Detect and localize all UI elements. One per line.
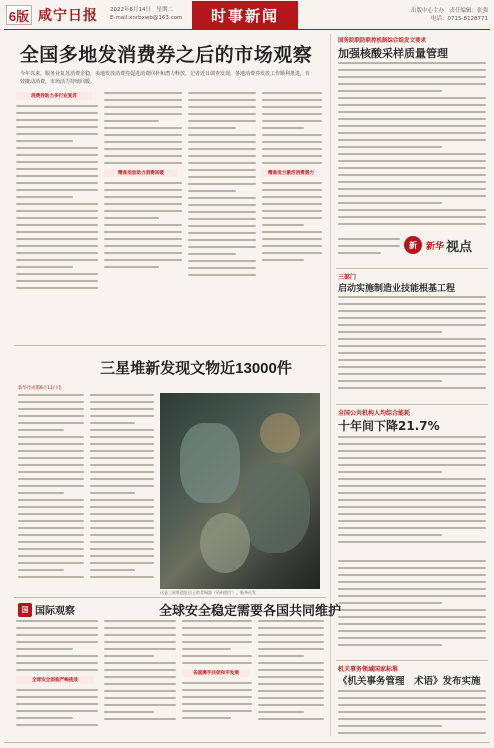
middle-story-headline: 三星堆新发现文物近13000件 bbox=[100, 360, 292, 377]
top-story-headline: 全国多地发消费券之后的市场观察 bbox=[19, 45, 313, 66]
top-story-col-4 bbox=[262, 92, 322, 292]
body-text bbox=[188, 92, 256, 276]
story1-body bbox=[338, 62, 486, 232]
xinhua-badge: 新 bbox=[404, 236, 422, 254]
story1-headline: 加强核酸采样质量管理 bbox=[338, 47, 448, 60]
story3-kicker: 全国公共机构人均综合能耗 bbox=[338, 410, 411, 417]
subhead-3: 精准发力激活消费潜力 bbox=[262, 169, 320, 177]
bottom-story-headline: 全球安全稳定需要各国共同维护 bbox=[158, 603, 341, 618]
story3-headline: 十年间下降21.7% bbox=[338, 419, 440, 433]
right-divider-2 bbox=[336, 404, 488, 405]
phone-line: 电话：0715-8128771 bbox=[431, 16, 488, 22]
international-column-logo bbox=[18, 602, 75, 617]
bottom-subhead-2: 各国携手共促和平发展 bbox=[182, 669, 250, 677]
body-text bbox=[262, 182, 322, 261]
section-divider bbox=[14, 345, 326, 346]
bottom-subhead-1: 全球安全面临严峻挑战 bbox=[16, 676, 94, 684]
story2-headline: 启动实施制造业技能根基工程 bbox=[338, 284, 456, 294]
column-divider bbox=[330, 34, 331, 736]
middle-story-col-2 bbox=[90, 394, 154, 590]
story3-body bbox=[338, 436, 486, 556]
bronze-artifact-photo bbox=[160, 393, 320, 589]
story1-kicker: 国务院联防联控机制综合组发文要求 bbox=[338, 38, 427, 44]
top-story-col-2 bbox=[104, 92, 182, 292]
date-line: 2022年6月14日 星期二 bbox=[110, 7, 173, 13]
paper-name: 咸宁日报 bbox=[38, 9, 98, 24]
subhead-2: 精准发放助力消费回暖 bbox=[104, 169, 178, 177]
section-divider-2 bbox=[14, 597, 326, 598]
top-story-col-3 bbox=[188, 92, 256, 292]
middle-story-col-1 bbox=[18, 394, 84, 590]
story2-kicker: 三部门 bbox=[338, 274, 357, 281]
top-story-lead: 今年以来，服务业复苏消费企稳，多地发放消费券促进消费回补和潜力释放。记者近日调查发现，各地消费券发放工作顺利推进，有效撬动消费，市场活力持续回暖。 bbox=[20, 71, 311, 85]
photo-caption: 这是三星堆遗址出土的青铜器（资料照片）。新华社发 bbox=[160, 590, 256, 595]
editor-line: 出版中心主办 责任编辑：张强 bbox=[410, 8, 488, 14]
bottom-story-col-1 bbox=[16, 620, 98, 738]
column-badge: 国 bbox=[18, 603, 32, 617]
header-credits bbox=[411, 7, 488, 23]
header-rule bbox=[4, 29, 490, 30]
section-title: 时事新闻 bbox=[192, 1, 298, 29]
story2-body bbox=[338, 296, 486, 400]
story4-body bbox=[338, 690, 486, 738]
right-divider-1 bbox=[336, 268, 488, 269]
xinhua-viewpoint-logo bbox=[404, 235, 484, 255]
body-text bbox=[262, 92, 322, 164]
page-header bbox=[4, 3, 490, 27]
middle-story-byline: 新华社成都6月13日电 bbox=[18, 386, 62, 391]
subhead-1: 消费券助力多行业复苏 bbox=[16, 92, 92, 100]
email-line: E-mail:xnrbxwb@163.com bbox=[110, 15, 183, 21]
bottom-story-col-4 bbox=[258, 620, 324, 738]
bottom-story-col-3 bbox=[182, 620, 252, 738]
story1-body-cont bbox=[338, 238, 400, 268]
viewpoint-label: 视点 bbox=[446, 238, 473, 254]
bottom-story-col-2 bbox=[104, 620, 176, 738]
story4-headline: 《机关事务管理 术语》发布实施 bbox=[338, 676, 481, 687]
column-name: 国际观察 bbox=[35, 606, 75, 617]
body-text bbox=[16, 105, 98, 289]
story4-kicker: 机关事务领域国家标准 bbox=[338, 666, 399, 673]
top-story-col-1 bbox=[16, 92, 98, 292]
header-meta bbox=[110, 6, 182, 22]
footer-rule bbox=[4, 742, 490, 743]
page-number: 6版 bbox=[6, 5, 32, 25]
body-text bbox=[104, 182, 182, 268]
body-text bbox=[104, 92, 182, 164]
right-divider-3 bbox=[336, 660, 488, 661]
xinhua-label: 新华 bbox=[426, 240, 445, 251]
